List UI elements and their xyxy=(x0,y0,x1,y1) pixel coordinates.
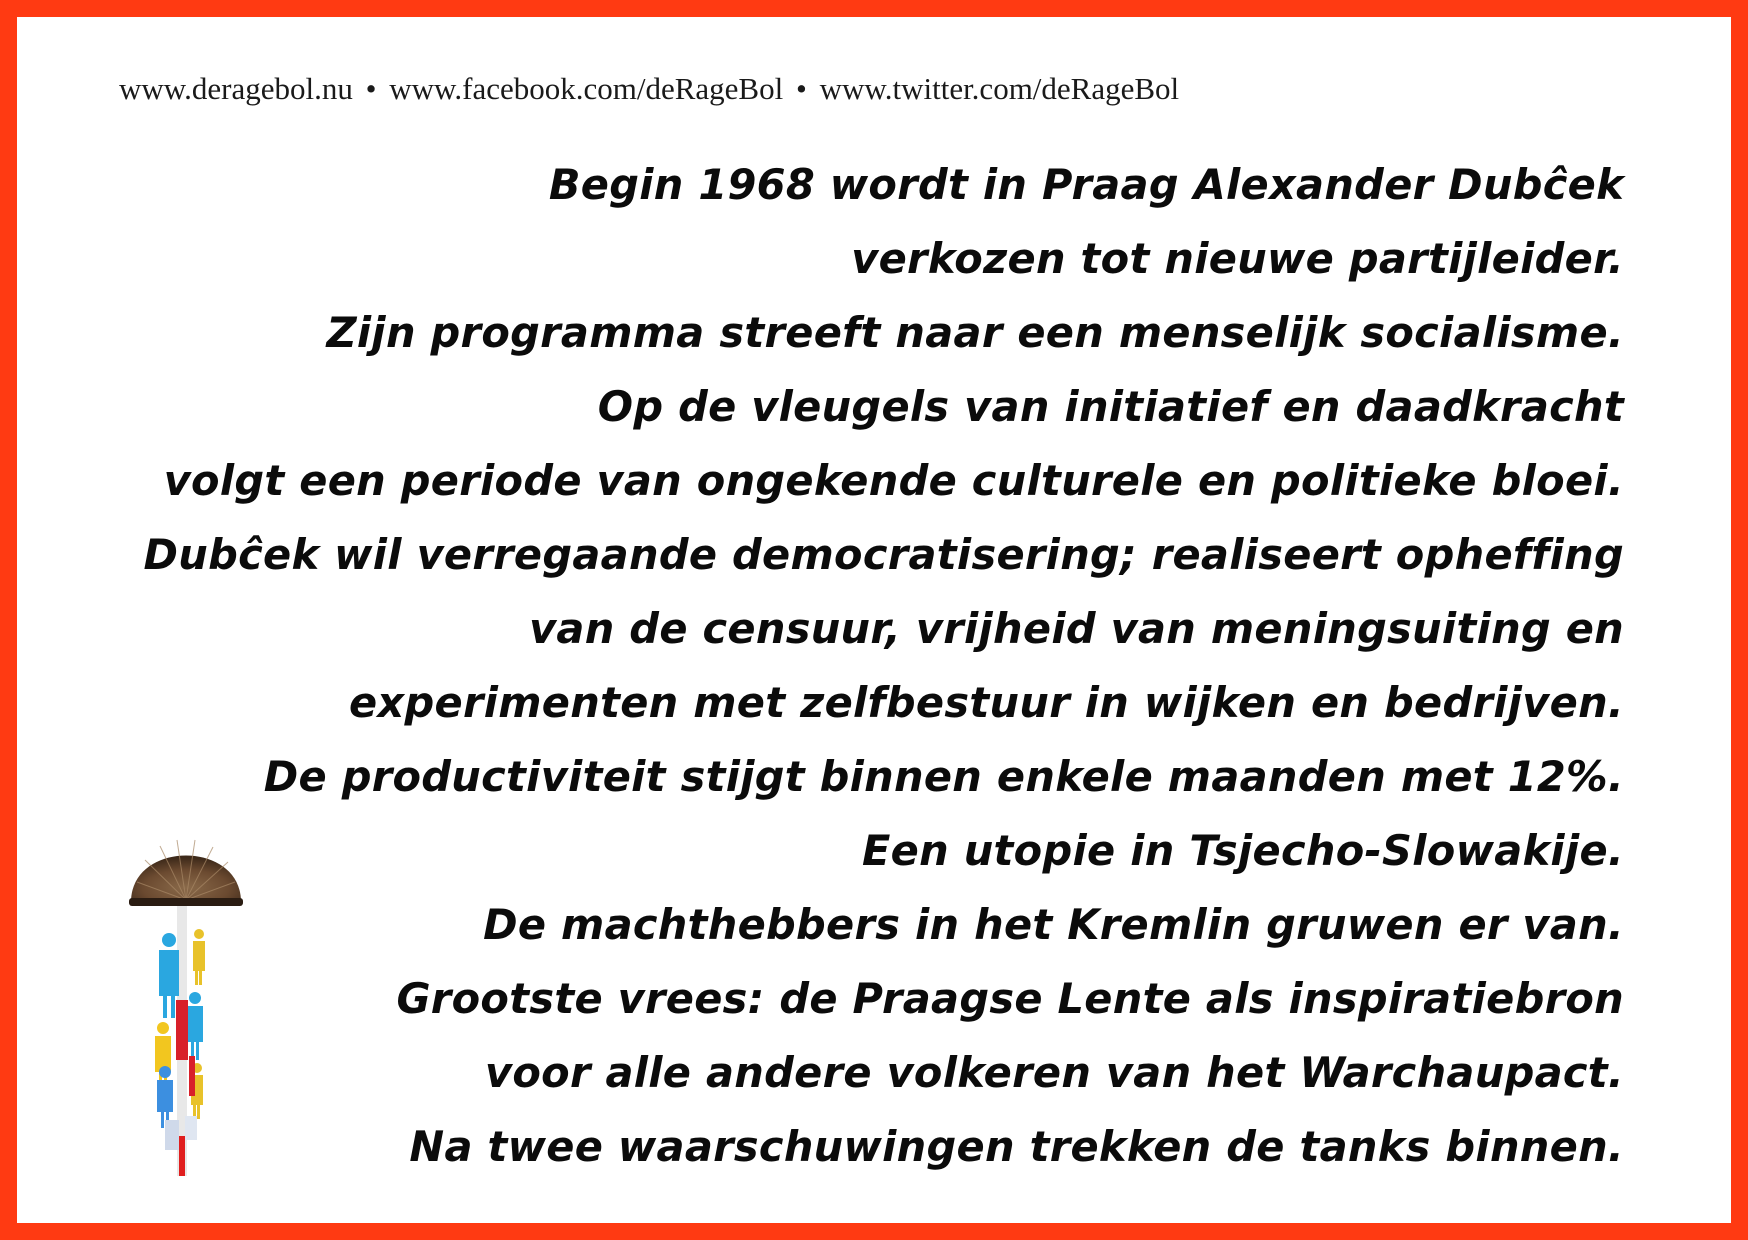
poem-line: volgt een periode van ongekende culturele en politieke bloei. xyxy=(163,456,1624,505)
rage-bol-brush-icon xyxy=(125,820,255,1180)
poem-line: Dubĉek wil verregaande democratisering; realiseert opheffing xyxy=(143,530,1624,579)
facebook-link[interactable]: www.facebook.com/deRageBol xyxy=(389,71,784,106)
poem-line: Begin 1968 wordt in Praag Alexander Dubĉek xyxy=(548,160,1624,209)
poem-line: Na twee waarschuwingen trekken de tanks binnen. xyxy=(409,1122,1624,1171)
poem-text xyxy=(64,148,1624,1184)
poem-line: Een utopie in Tsjecho-Slowakije. xyxy=(862,826,1624,875)
poem-line: voor alle andere volkeren van het Warchaupact. xyxy=(484,1048,1624,1097)
poem-line: experimenten met zelfbestuur in wijken en bedrijven. xyxy=(348,678,1624,727)
poem-line: Grootste vrees: de Praagse Lente als inspiratiebron xyxy=(396,974,1624,1023)
poem-line: De productiviteit stijgt binnen enkele maanden met 12%. xyxy=(263,752,1624,801)
social-links-bar xyxy=(119,71,1179,107)
poem-line: Op de vleugels van initiatief en daadkracht xyxy=(597,382,1624,431)
link-separator: • xyxy=(365,71,377,106)
poem-line: van de censuur, vrijheid van meningsuiting en xyxy=(529,604,1624,653)
twitter-link[interactable]: www.twitter.com/deRageBol xyxy=(819,71,1180,106)
poem-line: verkozen tot nieuwe partijleider. xyxy=(851,234,1624,283)
link-separator: • xyxy=(795,71,807,106)
poem-line: De machthebbers in het Kremlin gruwen er van. xyxy=(483,900,1624,949)
website-link[interactable]: www.deragebol.nu xyxy=(119,71,353,106)
poem-line: Zijn programma streeft naar een menselijk socialisme. xyxy=(326,308,1624,357)
